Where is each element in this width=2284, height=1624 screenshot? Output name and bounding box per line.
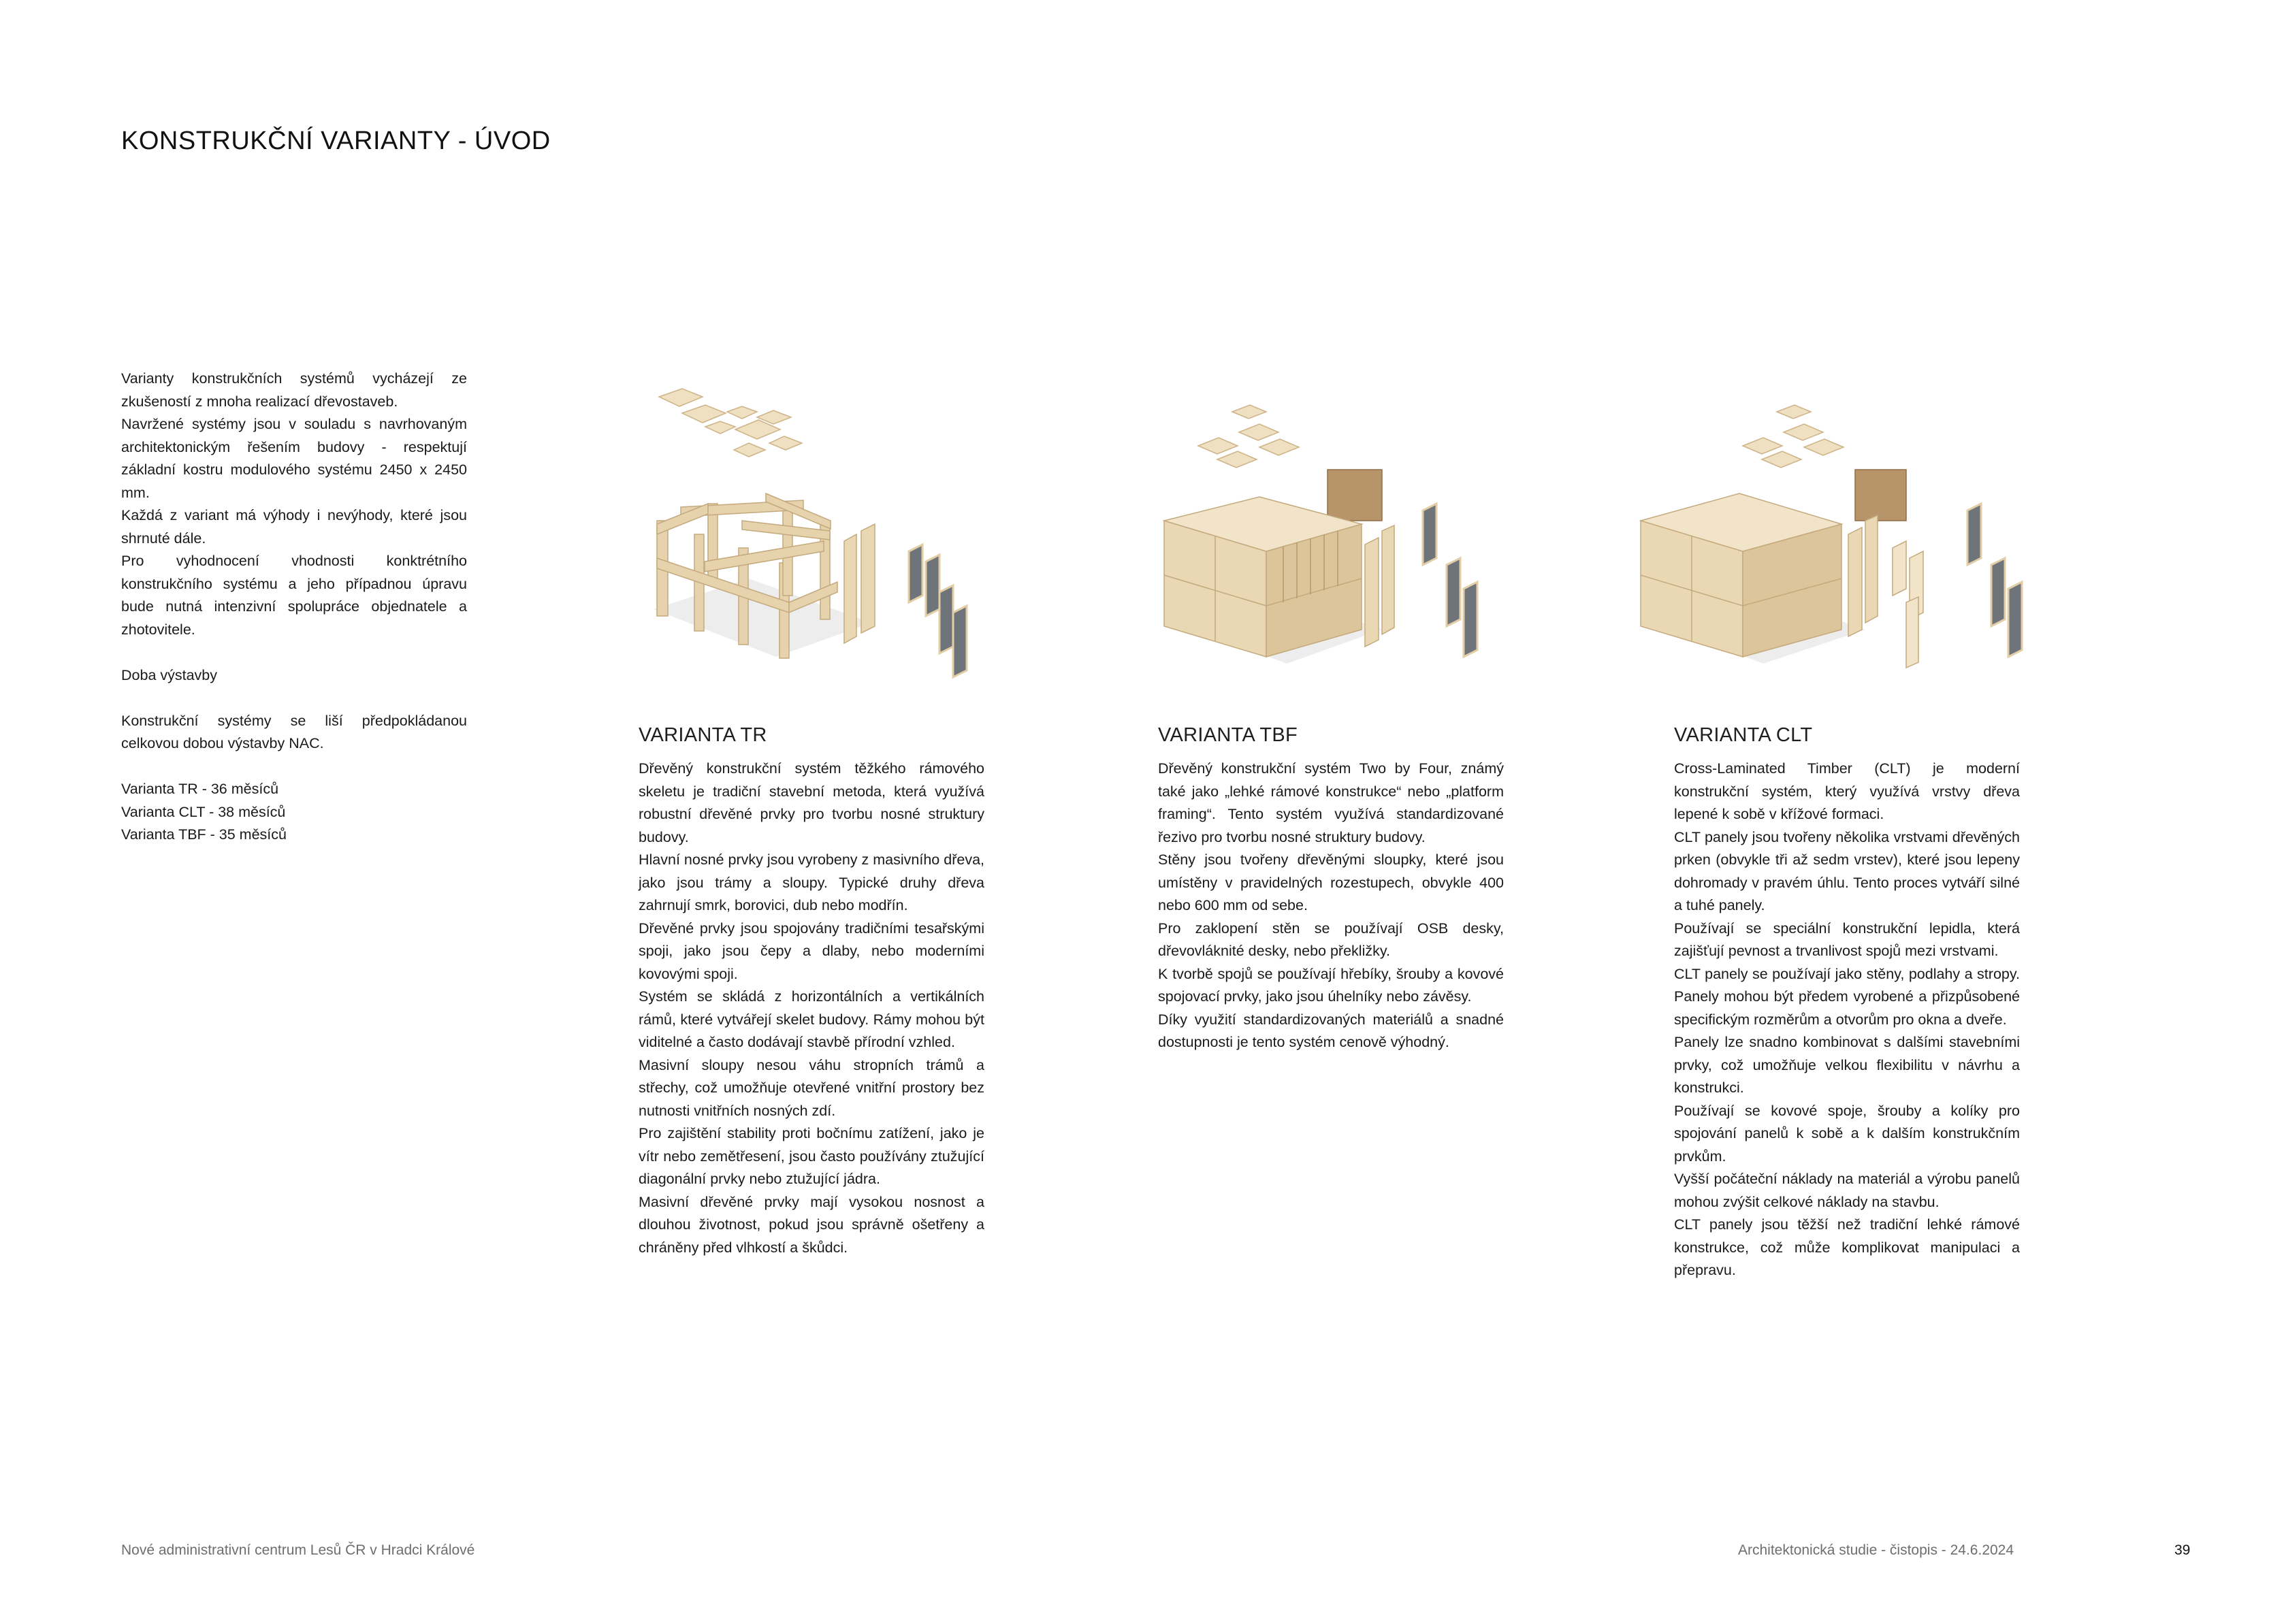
variant-clt-paragraph: Používají se kovové spoje, šrouby a kolíky pro spojování panelů k sobě a k dalším konstrukčním prvkům. [1674,1102,2020,1165]
footer-project-name: Nové administrativní centrum Lesů ČR v Hradci Králové [121,1542,475,1558]
variant-tr-paragraph: Masivní sloupy nesou váhu stropních trámů a střechy, což umožňuje otevřené vnitřní prostory bez nutnosti vnitřních nosných zdí. [639,1056,984,1119]
variant-tr-paragraph: Masivní dřevěné prvky mají vysokou nosnost a dlouhou životnost, pokud jsou správně ošetřeny a chráněny před vlhkostí a škůdci. [639,1193,984,1256]
tbf-axonometric-illustration [1157,385,1511,684]
variant-clt-paragraph: Vyšší počáteční náklady na materiál a výrobu panelů mohou zvýšit celkové náklady na stavbu. [1674,1171,2020,1210]
variant-tbf-heading: VARIANTA TBF [1158,724,1298,746]
variant-tbf-column [1158,724,1504,1054]
variant-tbf-paragraph: Stěny jsou tvořeny dřevěnými sloupky, které jsou umístěny v pravidelných rozestupech, obvykle 400 nebo 600 mm od sebe. [1158,851,1504,913]
variant-tr-paragraph: Pro zajištění stability proti bočnímu zatížení, jako je vítr nebo zemětřesení, jsou často používány ztužující diagonální prvky nebo ztužující jádra. [639,1125,984,1187]
intro-paragraph: Pro vyhodnocení vhodnosti konktrétního konstrukčního systému a jeho případnou úpravu bude nutná intenzivní spolupráce objednatele a zhotovitele. [121,553,467,638]
duration-clt: Varianta CLT - 38 měsíců [121,803,286,820]
variant-tr-paragraph: Dřevěné prvky jsou spojovány tradičními tesařskými spoji, jako jsou čepy a dlaby, nebo moderními kovovými spoji. [639,920,984,982]
intro-text [121,368,467,847]
variant-tbf-paragraph: K tvorbě spojů se používají hřebíky, šrouby a kovové spojovací prvky, jako jsou úhelníky nebo závěsy. [1158,965,1504,1005]
duration-tr: Varianta TR - 36 měsíců [121,781,279,797]
variant-clt-paragraph: Cross-Laminated Timber (CLT) je moderní konstrukční systém, který využívá vrstvy dřeva lepené k sobě v křížové formaci. [1674,760,2020,822]
intro-paragraph: Varianty konstrukčních systémů vycházejí ze zkušeností z mnoha realizací dřevostaveb. [121,370,467,410]
build-time-heading: Doba výstavby [121,666,218,683]
variant-clt-heading: VARIANTA CLT [1674,724,1813,746]
page-number: 39 [2174,1542,2191,1558]
clt-axonometric-illustration [1634,385,2042,684]
variant-clt-paragraph: Používají se speciální konstrukční lepidla, která zajišťují pevnost a trvanlivost spojů mezi vrstvami. [1674,920,2020,959]
intro-paragraph: Navržené systémy jsou v souladu s navrhovaným architektonickým řešením budovy - respektují základní kostru modulového systému 2450 x 2450 mm. [121,416,467,501]
variant-tbf-paragraph: Pro zaklopení stěn se používají OSB desky, dřevovláknité desky, nebo překližky. [1158,920,1504,959]
duration-tbf: Varianta TBF - 35 měsíců [121,826,287,843]
tr-axonometric-illustration [640,385,994,684]
variant-clt-paragraph: Panely lze snadno kombinovat s dalšími stavebními prvky, což umožňuje velkou flexibilitu v návrhu a konstrukci. [1674,1034,2020,1096]
variant-clt-paragraph: CLT panely jsou těžší než tradiční lehké rámové konstrukce, což může komplikovat manipulaci a přepravu. [1674,1216,2020,1278]
build-time-text: Konstrukční systémy se liší předpokládanou celkovou dobou výstavby NAC. [121,712,467,751]
variant-clt-paragraph: CLT panely jsou tvořeny několika vrstvami dřevěných prken (obvykle tři až sedm vrstev), které jsou lepeny dohromady v pravém úhlu. Tento proces vytváří silné a tuhé panely. [1674,828,2020,913]
variant-tr-column [639,724,984,1259]
variant-tr-heading: VARIANTA TR [639,724,767,746]
variant-tr-paragraph: Dřevěný konstrukční systém těžkého rámového skeletu je tradiční stavební metoda, která využívá robustní dřevěné prvky pro tvorbu nosné struktury budovy. [639,760,984,845]
variant-tr-paragraph: Systém se skládá z horizontálních a vertikálních rámů, které vytvářejí skelet budovy. Rámy mohou být viditelné a často dodávají stavbě přírodní vzhled. [639,988,984,1050]
variant-tbf-paragraph: Dřevěný konstrukční systém Two by Four, známý také jako „lehké rámové konstrukce“ nebo „platform framing“. Tento systém využívá standardizované řezivo pro tvorbu nosné struktury budovy. [1158,760,1504,845]
footer-document-info: Architektonická studie - čistopis - 24.6.2024 [1738,1542,2014,1558]
variant-tr-paragraph: Hlavní nosné prvky jsou vyrobeny z masivního dřeva, jako jsou trámy a sloupy. Typické druhy dřeva zahrnují smrk, borovici, dub nebo modřín. [639,851,984,913]
variant-clt-paragraph: CLT panely se používají jako stěny, podlahy a stropy. Panely mohou být předem vyrobené a přizpůsobené specifickým rozměrům a otvorům pro okna a dveře. [1674,965,2020,1028]
intro-paragraph: Každá z variant má výhody i nevýhody, které jsou shrnuté dále. [121,507,467,547]
variant-clt-column [1674,724,2020,1282]
page-title: KONSTRUKČNÍ VARIANTY - ÚVOD [121,127,551,155]
variant-tbf-paragraph: Díky využití standardizovaných materiálů a snadné dostupnosti je tento systém cenově výhodný. [1158,1011,1504,1050]
